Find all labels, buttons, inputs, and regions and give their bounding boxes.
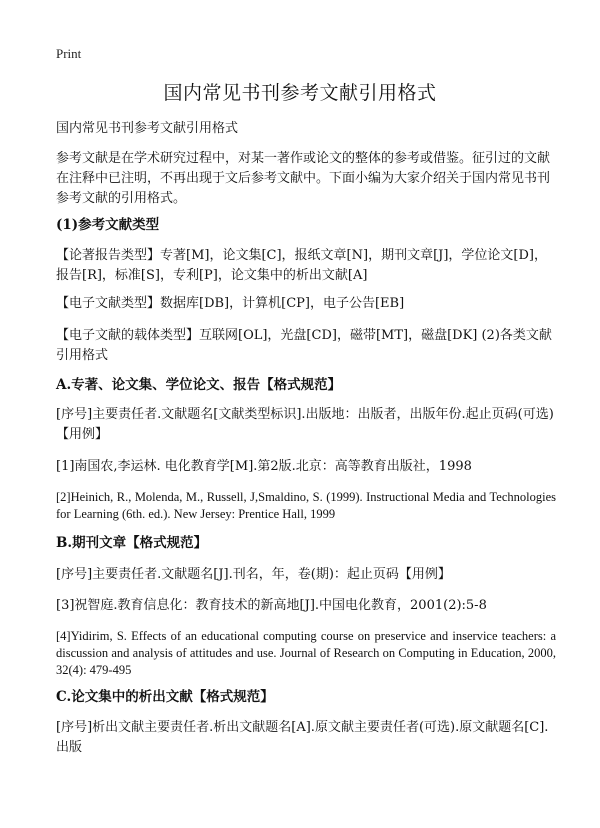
subtitle-text: 国内常见书刊参考文献引用格式 [56,121,239,136]
sectionC-format: [序号]析出文献主要责任者.析出文献题名[A].原文献主要责任者(可选).原文献题名[C].出版 [56,720,549,755]
types-carrier-paragraph: 【电子文献的载体类型】互联网[OL]，光盘[CD]，磁带[MT]，磁盘[DK] (2)各类文献引用格式 [56,328,552,363]
page-title: 国内常见书刊参考文献引用格式 [163,82,437,104]
sectionC-heading: C.论文集中的析出文献【格式规范】 [56,689,274,705]
section1-heading: (1)参考文献类型 [56,217,160,233]
print-link[interactable]: Print [56,46,82,61]
types-electronic-paragraph: 【电子文献类型】数据库[DB]，计算机[CP]，电子公告[EB] [56,296,405,311]
sectionA-example-2: [2]Heinich, R., Molenda, M., Russell, J,Smaldino, S. (1999). Instructional Media and Technologies for Learning (6th. ed.). New Jersey: Prentice Hall, 1999 [56,490,556,521]
sectionB-format: [序号]主要责任者.文献题名[J].刊名，年，卷(期)：起止页码【用例】 [56,567,451,582]
sectionB-example-1: [3]祝智庭.教育信息化：教育技术的新高地[J].中国电化教育，2001(2):5-8 [56,598,487,613]
sectionB-heading: B.期刊文章【格式规范】 [56,535,208,551]
types-print-paragraph: 【论著报告类型】专著[M]，论文集[C]，报纸文章[N]，期刊文章[J]，学位论文[D]，报告[R]，标准[S]，专利[P]，论文集中的析出文献[A] [56,248,547,283]
sectionA-example-1: [1]南国农,李运林. 电化教育学[M].第2版.北京：高等教育出版社，1998 [56,459,472,474]
sectionA-format: [序号]主要责任者.文献题名[文献类型标识].出版地：出版者，出版年份.起止页码(可选)【用例】 [56,407,554,442]
intro-paragraph: 参考文献是在学术研究过程中，对某一著作或论文的整体的参考或借鉴。征引过的文献在注释中已注明，不再出现于文后参考文献中。下面小编为大家介绍关于国内常见书刊参考文献的引用格式。 [56,151,551,206]
sectionA-heading: A.专著、论文集、学位论文、报告【格式规范】 [56,377,342,393]
sectionB-example-2: [4]Yidirim, S. Effects of an educational computing course on preservice and inservice teachers: a discussion and analysis of attitudes and use. Journal of Research on Computing in Education, 2000, 32(4): 479-495 [56,629,556,677]
